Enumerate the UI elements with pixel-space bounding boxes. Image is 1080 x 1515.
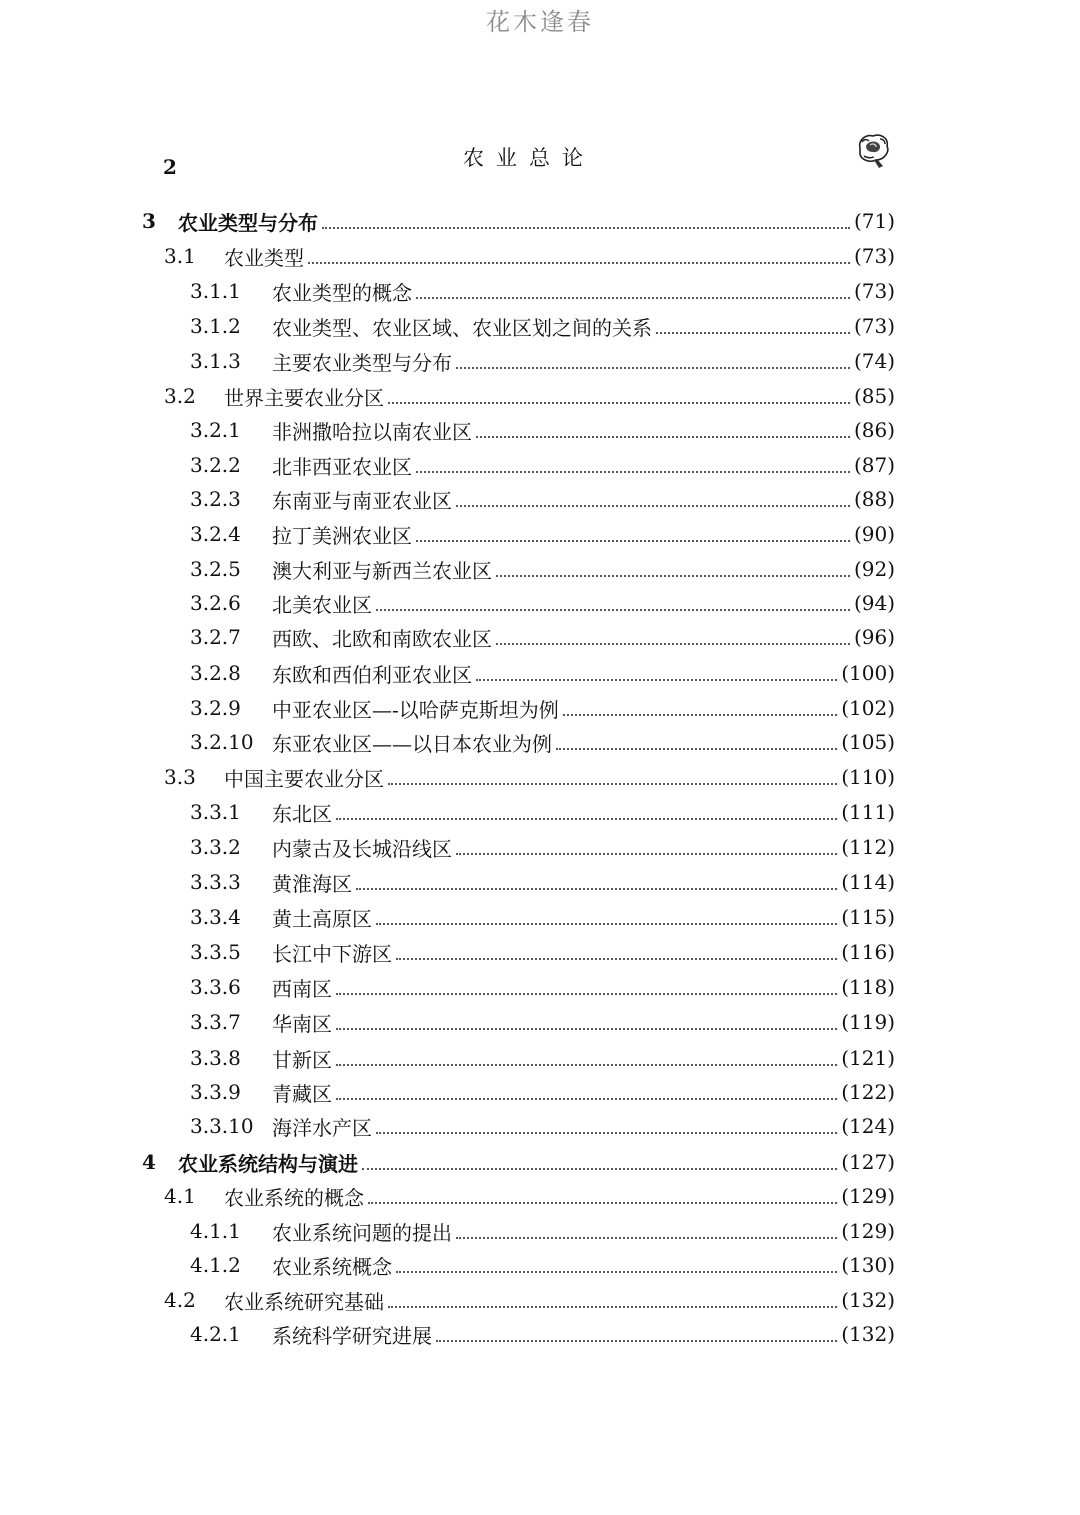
toc-entry — [190, 830, 895, 864]
toc-entry-page: (74) — [853, 349, 895, 373]
dot-leader — [476, 436, 850, 438]
toc-entry-title: 海洋水产区 — [272, 1115, 372, 1140]
toc-entry-page: (111) — [841, 800, 895, 824]
toc-entry-page: (132) — [841, 1288, 895, 1312]
toc-entry-page: (129) — [841, 1219, 895, 1243]
toc-entry — [190, 586, 895, 620]
dot-leader — [396, 958, 837, 960]
toc-entry-title: 农业类型的概念 — [272, 280, 412, 305]
toc-entry-number: 3.3.4 — [190, 905, 241, 929]
dot-leader — [388, 402, 850, 404]
toc-entry-page: (112) — [841, 835, 895, 859]
toc-entry-number: 4.1.2 — [190, 1253, 241, 1277]
toc-entry-number: 3.3.8 — [190, 1046, 241, 1070]
toc-entry — [190, 1109, 895, 1143]
toc-entry-number: 3.2.7 — [190, 625, 241, 649]
toc-entry-number: 3.1.2 — [190, 314, 241, 338]
toc-entry-number: 3.3 — [164, 765, 196, 789]
dot-leader — [336, 1064, 837, 1066]
toc-entry — [164, 379, 895, 413]
toc-entry-number: 3.3.10 — [190, 1114, 254, 1138]
dot-leader — [356, 888, 837, 890]
toc-entry-number: 3.2.3 — [190, 487, 241, 511]
toc-entry-page: (85) — [853, 384, 895, 408]
toc-entry — [190, 413, 895, 447]
dot-leader — [336, 1098, 837, 1100]
toc-entry-number: 3.3.9 — [190, 1080, 241, 1104]
toc-entry-title: 世界主要农业分区 — [224, 385, 384, 410]
toc-entry-title: 内蒙古及长城沿线区 — [272, 836, 452, 861]
dot-leader — [376, 609, 850, 611]
toc-entry-number: 3.2.1 — [190, 418, 241, 442]
toc-entry-number: 3.3.2 — [190, 835, 241, 859]
dot-leader — [376, 1132, 837, 1134]
dot-leader — [308, 262, 850, 264]
toc-entry — [190, 344, 895, 378]
toc-entry-title: 系统科学研究进展 — [272, 1323, 432, 1348]
page-number: 2 — [163, 155, 177, 179]
toc-entry-title: 长江中下游区 — [272, 941, 392, 966]
toc-entry-title: 澳大利亚与新西兰农业区 — [272, 558, 492, 583]
toc-entry — [190, 935, 895, 969]
toc-entry — [190, 1317, 895, 1351]
dot-leader — [362, 1168, 837, 1170]
toc-entry-page: (116) — [841, 940, 895, 964]
toc-entry-title: 农业类型 — [224, 245, 304, 270]
toc-entry-number: 3.1 — [164, 244, 196, 268]
toc-entry-page: (73) — [853, 314, 895, 338]
toc-entry-number: 3.2.9 — [190, 696, 241, 720]
toc-entry-page: (92) — [853, 557, 895, 581]
toc-entry-title: 黄淮海区 — [272, 871, 352, 896]
dot-leader — [476, 679, 837, 681]
toc-entry-number: 3.3.3 — [190, 870, 241, 894]
toc-entry-title: 北非西亚农业区 — [272, 454, 412, 479]
running-header-title: 农业总论 — [463, 146, 595, 170]
toc-entry-page: (71) — [853, 209, 895, 233]
toc-entry-title: 东北区 — [272, 801, 332, 826]
dot-leader — [416, 297, 850, 299]
toc-entry — [190, 795, 895, 829]
toc-entry-page: (132) — [841, 1322, 895, 1346]
toc-entry-title: 农业类型与分布 — [178, 210, 318, 235]
toc-entry-title: 甘新区 — [272, 1047, 332, 1072]
toc-entry-number: 3.2.4 — [190, 522, 241, 546]
toc-entry-number: 3.3.1 — [190, 800, 241, 824]
toc-entry — [164, 1283, 895, 1317]
toc-entry — [164, 239, 895, 273]
toc-entry-number: 4.2.1 — [190, 1322, 241, 1346]
toc-entry-page: (110) — [841, 765, 895, 789]
toc-entry-page: (100) — [841, 661, 895, 685]
dot-leader — [436, 1340, 837, 1342]
toc-entry-number: 3.3.6 — [190, 975, 241, 999]
toc-entry-number: 3.2.8 — [190, 661, 241, 685]
toc-entry — [190, 691, 895, 725]
toc-entry — [142, 204, 895, 238]
dot-leader — [496, 575, 850, 577]
toc-entry-title: 农业系统问题的提出 — [272, 1220, 452, 1245]
toc-entry — [190, 970, 895, 1004]
dot-leader — [416, 540, 850, 542]
toc-entry — [164, 1179, 895, 1213]
toc-entry-title: 青藏区 — [272, 1081, 332, 1106]
toc-entry-title: 农业系统结构与演进 — [178, 1151, 358, 1176]
dot-leader — [456, 505, 850, 507]
toc-entry-title: 中国主要农业分区 — [224, 766, 384, 791]
toc-entry-title: 黄土高原区 — [272, 906, 372, 931]
toc-entry-page: (73) — [853, 279, 895, 303]
dot-leader — [368, 1202, 837, 1204]
dot-leader — [656, 332, 850, 334]
toc-entry-page: (129) — [841, 1184, 895, 1208]
toc-entry-title: 农业系统研究基础 — [224, 1289, 384, 1314]
toc-entry-title: 华南区 — [272, 1011, 332, 1036]
toc-entry-page: (124) — [841, 1114, 895, 1138]
toc-entry — [190, 1005, 895, 1039]
toc-entry-page: (102) — [841, 696, 895, 720]
toc-entry-number: 4.1.1 — [190, 1219, 241, 1243]
dot-leader — [336, 818, 837, 820]
toc-entry-page: (94) — [853, 591, 895, 615]
toc-entry-page: (88) — [853, 487, 895, 511]
toc-entry-page: (127) — [841, 1150, 895, 1174]
toc-entry-page: (119) — [841, 1010, 895, 1034]
toc-entry — [190, 448, 895, 482]
toc-entry-page: (87) — [853, 453, 895, 477]
toc-entry-title: 北美农业区 — [272, 592, 372, 617]
toc-entry-page: (122) — [841, 1080, 895, 1104]
toc-entry — [190, 1214, 895, 1248]
toc-entry — [190, 725, 895, 759]
toc-entry-page: (114) — [841, 870, 895, 894]
toc-entry — [190, 620, 895, 654]
toc-entry-title: 西南区 — [272, 976, 332, 1001]
toc-entry — [164, 760, 895, 794]
toc-entry — [190, 1041, 895, 1075]
toc-entry — [190, 517, 895, 551]
toc-entry-page: (115) — [841, 905, 895, 929]
watermark-text: 花木逢春 — [486, 8, 594, 36]
toc-entry-title: 拉丁美洲农业区 — [272, 523, 412, 548]
toc-entry — [190, 865, 895, 899]
toc-entry-page: (130) — [841, 1253, 895, 1277]
toc-entry-title: 西欧、北欧和南欧农业区 — [272, 626, 492, 651]
toc-entry — [190, 900, 895, 934]
dot-leader — [563, 714, 837, 716]
toc-entry-title: 农业系统概念 — [272, 1254, 392, 1279]
toc-entry-number: 4.2 — [164, 1288, 196, 1312]
toc-entry — [190, 656, 895, 690]
toc-entry-title: 非洲撒哈拉以南农业区 — [272, 419, 472, 444]
toc-entry-title: 主要农业类型与分布 — [272, 350, 452, 375]
dot-leader — [456, 1237, 837, 1239]
toc-entry-number: 3.2.6 — [190, 591, 241, 615]
toc-entry-page: (73) — [853, 244, 895, 268]
dot-leader — [388, 783, 837, 785]
toc-entry-number: 3.2 — [164, 384, 196, 408]
dot-leader — [322, 227, 850, 229]
toc-entry-number: 3.2.10 — [190, 730, 254, 754]
toc-entry-page: (105) — [841, 730, 895, 754]
dot-leader — [336, 993, 837, 995]
toc-entry-number: 4 — [142, 1150, 156, 1174]
dot-leader — [456, 367, 850, 369]
dot-leader — [496, 643, 850, 645]
toc-entry-page: (96) — [853, 625, 895, 649]
toc-entry-number: 3.3.5 — [190, 940, 241, 964]
toc-entry — [142, 1145, 895, 1179]
dot-leader — [388, 1306, 837, 1308]
dot-leader — [336, 1028, 837, 1030]
toc-entry-number: 3.2.5 — [190, 557, 241, 581]
toc-entry-title: 东欧和西伯利亚农业区 — [272, 662, 472, 687]
toc-entry — [190, 1075, 895, 1109]
toc-entry — [190, 309, 895, 343]
toc-entry-number: 3.1.3 — [190, 349, 241, 373]
dot-leader — [456, 853, 837, 855]
toc-entry-title: 中亚农业区—-以哈萨克斯坦为例 — [272, 697, 559, 722]
toc-entry-page: (86) — [853, 418, 895, 442]
toc-entry-title: 农业系统的概念 — [224, 1185, 364, 1210]
toc-entry-page: (90) — [853, 522, 895, 546]
toc-entry-title: 农业类型、农业区域、农业区划之间的关系 — [272, 315, 652, 340]
toc-entry-number: 3.1.1 — [190, 279, 241, 303]
toc-entry-title: 东南亚与南亚农业区 — [272, 488, 452, 513]
dot-leader — [396, 1271, 837, 1273]
toc-entry — [190, 274, 895, 308]
dot-leader — [556, 748, 837, 750]
toc-entry-title: 东亚农业区——以日本农业为例 — [272, 731, 552, 756]
toc-entry-number: 3.2.2 — [190, 453, 241, 477]
toc-entry-page: (118) — [841, 975, 895, 999]
toc-entry — [190, 482, 895, 516]
toc-entry — [190, 1248, 895, 1282]
dot-leader — [376, 923, 837, 925]
toc-entry — [190, 552, 895, 586]
rose-ornament-icon — [852, 130, 894, 170]
toc-entry-number: 3.3.7 — [190, 1010, 241, 1034]
toc-entry-number: 4.1 — [164, 1184, 196, 1208]
dot-leader — [416, 471, 850, 473]
toc-entry-page: (121) — [841, 1046, 895, 1070]
toc-entry-number: 3 — [142, 209, 156, 233]
